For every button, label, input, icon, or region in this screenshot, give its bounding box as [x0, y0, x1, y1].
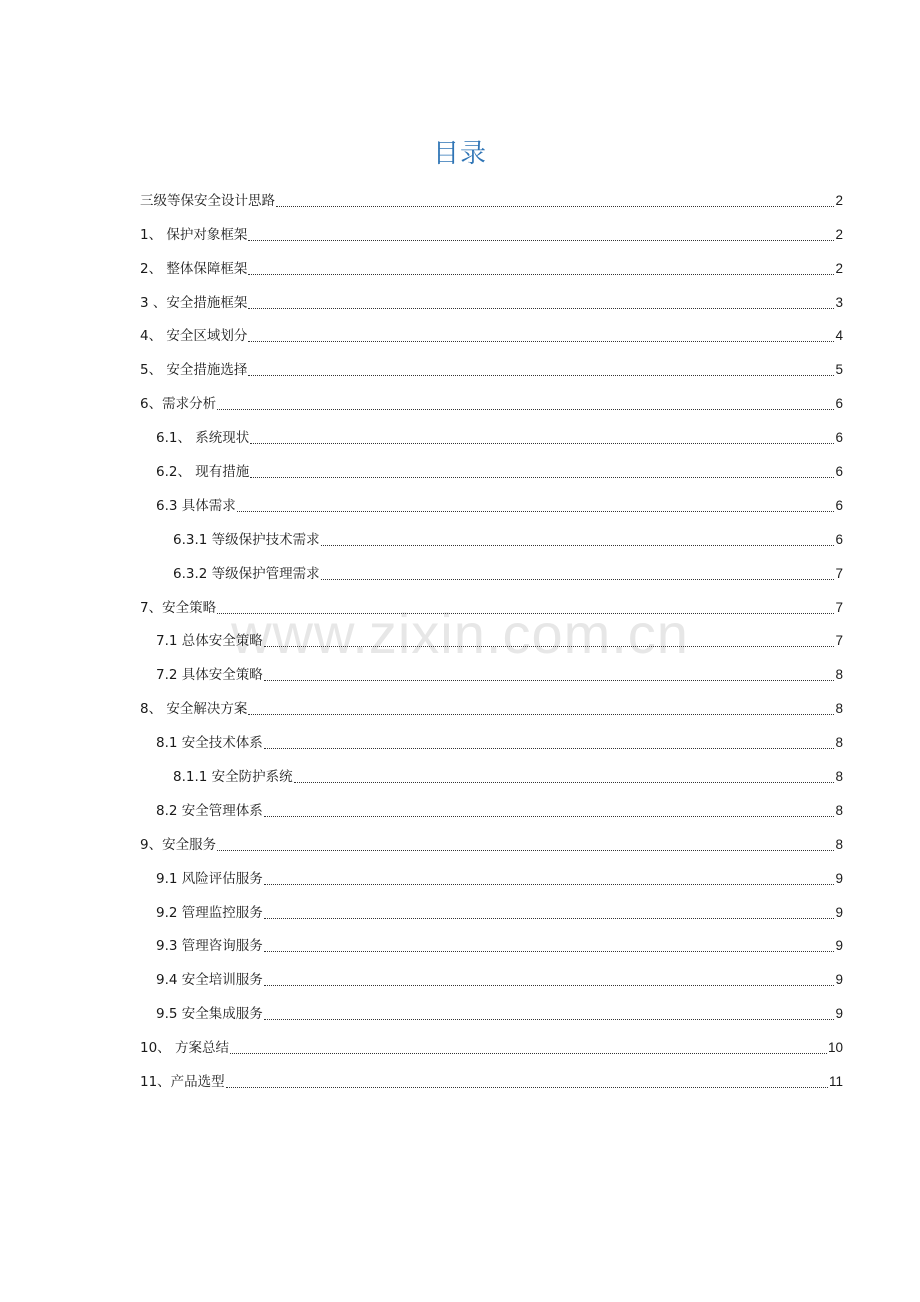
- toc-entry-label[interactable]: 3 、安全措施框架: [140, 294, 248, 311]
- toc-entry-label[interactable]: 7.1 总体安全策略: [156, 633, 263, 650]
- toc-entry[interactable]: [140, 684, 843, 718]
- toc-entry[interactable]: [140, 583, 843, 617]
- toc-entry-page-number[interactable]: 2: [835, 226, 843, 242]
- toc-entry[interactable]: [140, 549, 843, 583]
- toc-dot-leader: [264, 666, 835, 681]
- toc-dot-leader: [237, 497, 835, 512]
- toc-dot-leader: [217, 599, 834, 614]
- toc-dot-leader: [248, 294, 834, 309]
- toc-dot-leader: [230, 1039, 827, 1054]
- toc-dot-leader: [248, 361, 834, 376]
- toc-entry[interactable]: [140, 481, 843, 515]
- toc-entry[interactable]: [140, 650, 843, 684]
- toc-entry[interactable]: [140, 752, 843, 786]
- toc-entry-label[interactable]: 6.2、 现有措施: [156, 464, 250, 481]
- toc-entry-label[interactable]: 1、 保护对象框架: [140, 226, 248, 243]
- toc-dot-leader: [248, 327, 834, 342]
- toc-entry-label[interactable]: 2、 整体保障框架: [140, 260, 248, 277]
- toc-entry-page-number[interactable]: 8: [835, 735, 843, 751]
- toc-dot-leader: [250, 463, 834, 478]
- toc-entry-page-number[interactable]: 4: [835, 328, 843, 344]
- toc-dot-leader: [264, 971, 835, 986]
- toc-entry-page-number[interactable]: 6: [835, 464, 843, 480]
- toc-dot-leader: [248, 700, 834, 715]
- toc-title: 目录: [432, 139, 487, 169]
- toc-entry[interactable]: [140, 515, 843, 549]
- toc-entry-page-number[interactable]: 9: [835, 904, 843, 920]
- toc-entry[interactable]: [140, 447, 843, 481]
- toc-entry-label[interactable]: 5、 安全措施选择: [140, 362, 248, 379]
- toc-entry-label[interactable]: 8、 安全解决方案: [140, 701, 248, 718]
- toc-entry-label[interactable]: 9.1 风险评估服务: [156, 870, 263, 887]
- toc-entry[interactable]: [140, 955, 843, 989]
- toc-dot-leader: [264, 870, 835, 885]
- toc-entry-page-number[interactable]: 6: [835, 531, 843, 547]
- watermark: www.zixin.com.cn: [231, 602, 689, 665]
- toc-entry-page-number[interactable]: 2: [835, 192, 843, 208]
- toc-dot-leader: [248, 260, 834, 275]
- toc-entry-label[interactable]: 7、安全策略: [140, 599, 217, 616]
- toc-entry[interactable]: [140, 922, 843, 956]
- toc-dot-leader: [264, 802, 835, 817]
- toc-dot-leader: [264, 734, 835, 749]
- toc-entry-label[interactable]: 10、 方案总结: [140, 1040, 229, 1057]
- toc-entry[interactable]: [140, 379, 843, 413]
- toc-dot-leader: [226, 1073, 828, 1088]
- toc-entry-page-number[interactable]: 8: [835, 667, 843, 683]
- toc-entry-label[interactable]: 三级等保安全设计思路: [140, 192, 275, 209]
- toc-entry-label[interactable]: 11、产品选型: [140, 1074, 225, 1091]
- toc-entry-page-number[interactable]: 5: [835, 362, 843, 378]
- toc-entry[interactable]: [140, 854, 843, 888]
- toc-dot-leader: [276, 192, 834, 207]
- toc-dot-leader: [264, 1005, 835, 1020]
- toc-entry-label[interactable]: 8.1.1 安全防护系统: [173, 769, 293, 786]
- toc-entry-page-number[interactable]: 7: [835, 565, 843, 581]
- toc-dot-leader: [217, 395, 834, 410]
- toc-entry-page-number[interactable]: 7: [835, 599, 843, 615]
- toc-entry-page-number[interactable]: 8: [835, 769, 843, 785]
- toc-entry[interactable]: [140, 820, 843, 854]
- toc-entry-page-number[interactable]: 6: [835, 430, 843, 446]
- toc-list: [140, 176, 843, 1091]
- toc-entry-label[interactable]: 6、需求分析: [140, 396, 217, 413]
- toc-entry-page-number[interactable]: 6: [835, 497, 843, 513]
- toc-entry-page-number[interactable]: 8: [835, 802, 843, 818]
- toc-entry-page-number[interactable]: 11: [828, 1074, 843, 1090]
- toc-entry-label[interactable]: 6.3.2 等级保护管理需求: [173, 565, 320, 582]
- toc-entry[interactable]: [140, 1023, 843, 1057]
- toc-entry[interactable]: [140, 1057, 843, 1091]
- toc-entry-label[interactable]: 7.2 具体安全策略: [156, 667, 263, 684]
- toc-entry-label[interactable]: 8.2 安全管理体系: [156, 802, 263, 819]
- toc-entry-page-number[interactable]: 3: [835, 294, 843, 310]
- toc-entry[interactable]: [140, 345, 843, 379]
- toc-entry-page-number[interactable]: 9: [835, 938, 843, 954]
- toc-dot-leader: [321, 531, 835, 546]
- toc-entry-label[interactable]: 9、安全服务: [140, 836, 217, 853]
- toc-entry[interactable]: [140, 888, 843, 922]
- toc-entry-label[interactable]: 9.2 管理监控服务: [156, 904, 263, 921]
- toc-entry-page-number[interactable]: 2: [835, 260, 843, 276]
- toc-entry[interactable]: [140, 176, 843, 210]
- toc-entry-page-number[interactable]: 7: [835, 633, 843, 649]
- toc-entry-label[interactable]: 9.5 安全集成服务: [156, 1006, 263, 1023]
- toc-entry[interactable]: [140, 617, 843, 651]
- toc-entry-page-number[interactable]: 9: [835, 870, 843, 886]
- toc-entry-page-number[interactable]: 9: [835, 972, 843, 988]
- toc-entry-page-number[interactable]: 6: [835, 396, 843, 412]
- toc-entry[interactable]: [140, 244, 843, 278]
- toc-dot-leader: [264, 632, 835, 647]
- toc-dot-leader: [294, 768, 835, 783]
- toc-entry[interactable]: [140, 413, 843, 447]
- toc-entry[interactable]: [140, 278, 843, 312]
- toc-dot-leader: [250, 429, 834, 444]
- toc-entry-label[interactable]: 9.3 管理咨询服务: [156, 938, 263, 955]
- toc-entry[interactable]: [140, 210, 843, 244]
- toc-entry-label[interactable]: 6.3.1 等级保护技术需求: [173, 531, 320, 548]
- toc-dot-leader: [217, 836, 834, 851]
- toc-entry-page-number[interactable]: 8: [835, 836, 843, 852]
- toc-dot-leader: [264, 937, 835, 952]
- toc-entry-page-number[interactable]: 8: [835, 701, 843, 717]
- toc-entry-label[interactable]: 6.1、 系统现状: [156, 430, 250, 447]
- toc-entry-label[interactable]: 4、 安全区域划分: [140, 328, 248, 345]
- toc-entry-label[interactable]: 6.3 具体需求: [156, 497, 236, 514]
- toc-entry[interactable]: [140, 989, 843, 1023]
- toc-dot-leader: [321, 565, 835, 580]
- toc-entry-label[interactable]: 8.1 安全技术体系: [156, 735, 263, 752]
- toc-dot-leader: [248, 226, 834, 241]
- toc-entry-label[interactable]: 9.4 安全培训服务: [156, 972, 263, 989]
- toc-entry[interactable]: [140, 312, 843, 346]
- toc-entry-page-number[interactable]: 9: [835, 1006, 843, 1022]
- toc-entry-page-number[interactable]: 10: [827, 1040, 843, 1056]
- toc-dot-leader: [264, 904, 835, 919]
- toc-entry[interactable]: [140, 718, 843, 752]
- toc-entry[interactable]: [140, 786, 843, 820]
